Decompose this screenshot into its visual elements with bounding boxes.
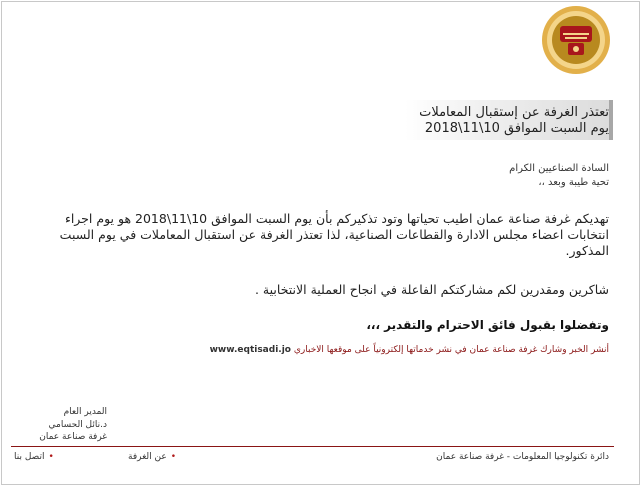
greeting-regards: تحية طيبة وبعد ،، [538,177,609,188]
thanks-paragraph: شاكرين ومقدرين لكم مشاركتكم الفاعلة في انجاح العملية الانتخابية . [254,282,609,297]
signature-role: المدير العام [63,407,107,417]
news-site-link[interactable]: www.eqtisadi.jo [209,345,291,355]
page-title: تعتذر الغرفة عن إستقبال المعاملات [419,105,609,120]
footer-divider [11,446,614,447]
signature-org: غرفة صناعة عمان [39,432,107,442]
chamber-logo [540,4,612,76]
signature-name: د.نائل الحسامي [48,420,107,430]
share-notice [210,345,609,355]
greeting-salutation: السادة الصناعيين الكرام [509,163,609,174]
page-subtitle-date: يوم السبت الموافق 10\11\2018 [424,121,609,136]
about-chamber-link[interactable] [128,452,176,462]
share-text: أنشر الخبر وشارك غرفة صناعة عمان في نشر خدماتها إلكترونياً على موقعها الاخباري [293,345,609,355]
footer-department: دائرة تكنولوجيا المعلومات - غرفة صناعة عمان [436,452,609,462]
contact-us-link[interactable] [14,452,54,462]
contact-us-label: اتصل بنا [14,452,45,462]
bullet-icon: • [48,452,54,462]
announcement-paragraph: تهديكم غرفة صناعة عمان اطيب تحياتها وتود تذكيركم بأن يوم السبت الموافق 10\11\2018 هو يوم اجراء انتخابات اعضاء مجلس الادارة والقطاعات الصناعية، لذا تعتذر الغرفة عن استقبال المعاملات في يوم السبت المذكور. [59,211,609,258]
about-chamber-label: عن الغرفة [128,452,167,462]
closing-line: وتفضلوا بقبول فائق الاحترام والتقدير ،،، [366,318,609,332]
bullet-icon: • [170,452,177,462]
